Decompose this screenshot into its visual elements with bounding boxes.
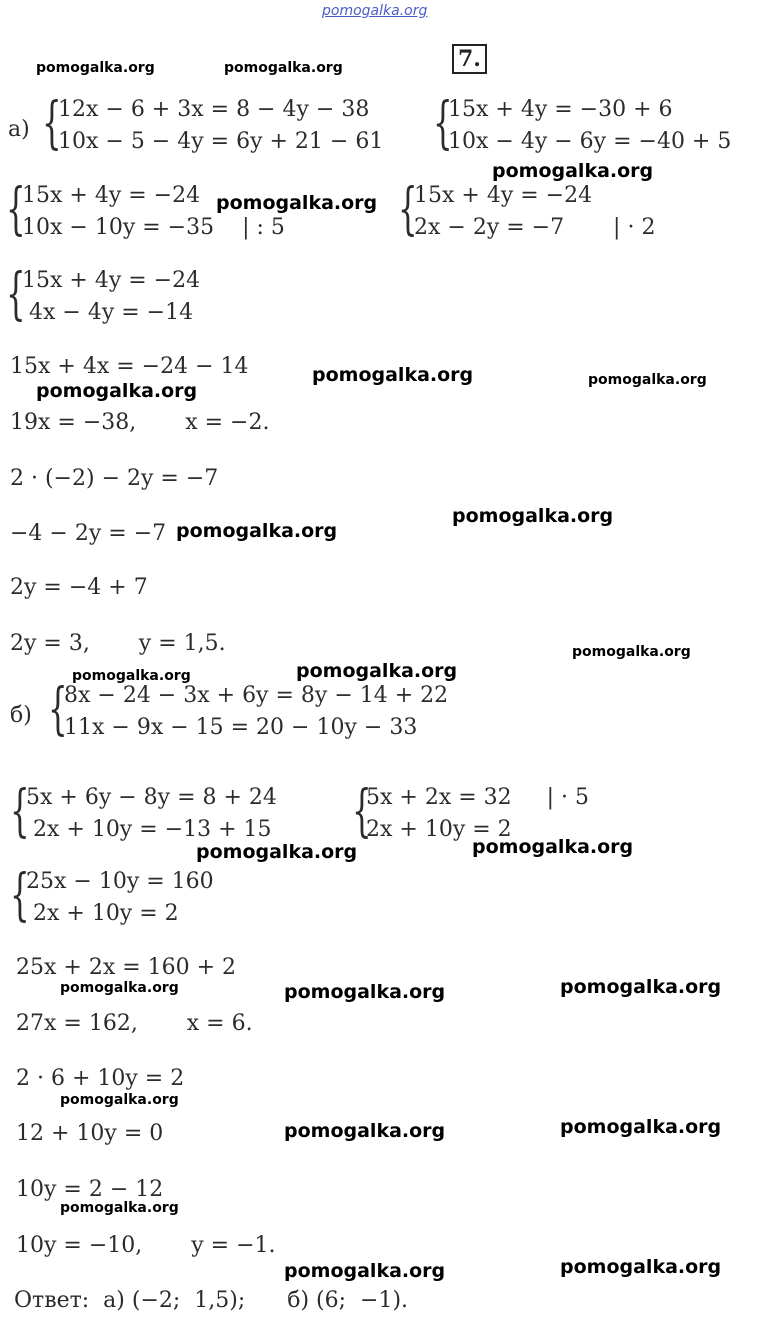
equation: 8x − 24 − 3x + 6y = 8y − 14 + 22 [64,683,449,708]
watermark: pomogalka.org [60,1092,179,1108]
equation: 25x + 2x = 160 + 2 [16,955,237,980]
part-a-label: а) [8,117,30,142]
equation: −4 − 2y = −7 [10,521,167,546]
brace: { [10,863,30,928]
watermark: pomogalka.org [60,1200,179,1216]
watermark: pomogalka.org [588,372,707,388]
watermark: pomogalka.org [560,976,722,998]
equation: 15x + 4y = −24 [22,183,201,208]
brace: { [48,677,68,742]
equation: 10x − 5 − 4y = 6y + 21 − 61 [58,129,384,154]
watermark: pomogalka.org [296,660,458,682]
equation: 2y = −4 + 7 [10,575,148,600]
watermark: pomogalka.org [176,520,338,542]
equation: 27x = 162, x = 6. [16,1011,253,1036]
equation: 2 · (−2) − 2y = −7 [10,466,219,491]
watermark: pomogalka.org [284,1260,446,1282]
equation: 5x + 2x = 32 | · 5 [366,785,589,810]
equation: 12x − 6 + 3x = 8 − 4y − 38 [58,97,370,122]
site-link[interactable]: pomogalka.org [322,3,428,19]
equation: 11x − 9x − 15 = 20 − 10y − 33 [64,715,418,740]
equation: 2 · 6 + 10y = 2 [16,1066,185,1091]
equation: 12 + 10y = 0 [16,1121,164,1146]
watermark: pomogalka.org [36,60,155,76]
brace: { [398,177,418,242]
watermark: pomogalka.org [284,981,446,1003]
equation: 2x + 10y = 2 [366,817,512,842]
watermark: pomogalka.org [60,980,179,996]
equation: 25x − 10y = 160 [26,869,214,894]
brace: { [6,262,26,327]
answer-line: Ответ: а) (−2; 1,5); б) (6; −1). [14,1288,409,1313]
task-number: 7. [452,44,487,74]
brace: { [433,91,453,156]
equation: 10x − 4y − 6y = −40 + 5 [448,129,732,154]
equation: 19x = −38, x = −2. [10,410,270,435]
watermark: pomogalka.org [472,836,634,858]
brace: { [42,91,62,156]
watermark: pomogalka.org [196,841,358,863]
watermark: pomogalka.org [492,160,654,182]
watermark: pomogalka.org [312,364,474,386]
equation: 15x + 4y = −30 + 6 [448,97,673,122]
brace: { [352,779,372,844]
equation: 10y = −10, y = −1. [16,1233,276,1258]
watermark: pomogalka.org [224,60,343,76]
watermark: pomogalka.org [36,380,198,402]
equation: 10y = 2 − 12 [16,1177,164,1202]
watermark: pomogalka.org [452,505,614,527]
equation: 4x − 4y = −14 [22,300,194,325]
equation: 15x + 4y = −24 [22,268,201,293]
watermark: pomogalka.org [560,1116,722,1138]
equation: 2x + 10y = 2 [26,901,179,926]
equation: 10x − 10y = −35 | : 5 [22,215,285,240]
brace: { [10,779,30,844]
equation: 2x + 10y = −13 + 15 [26,817,272,842]
equation: 15x + 4x = −24 − 14 [10,354,249,379]
equation: 5x + 6y − 8y = 8 + 24 [26,785,277,810]
watermark: pomogalka.org [72,668,191,684]
part-b-label: б) [10,703,32,728]
watermark: pomogalka.org [216,192,378,214]
equation: 2y = 3, y = 1,5. [10,631,226,656]
watermark: pomogalka.org [284,1120,446,1142]
equation: 2x − 2y = −7 | · 2 [414,215,656,240]
equation: 15x + 4y = −24 [414,183,593,208]
watermark: pomogalka.org [572,644,691,660]
watermark: pomogalka.org [560,1256,722,1278]
brace: { [6,177,26,242]
